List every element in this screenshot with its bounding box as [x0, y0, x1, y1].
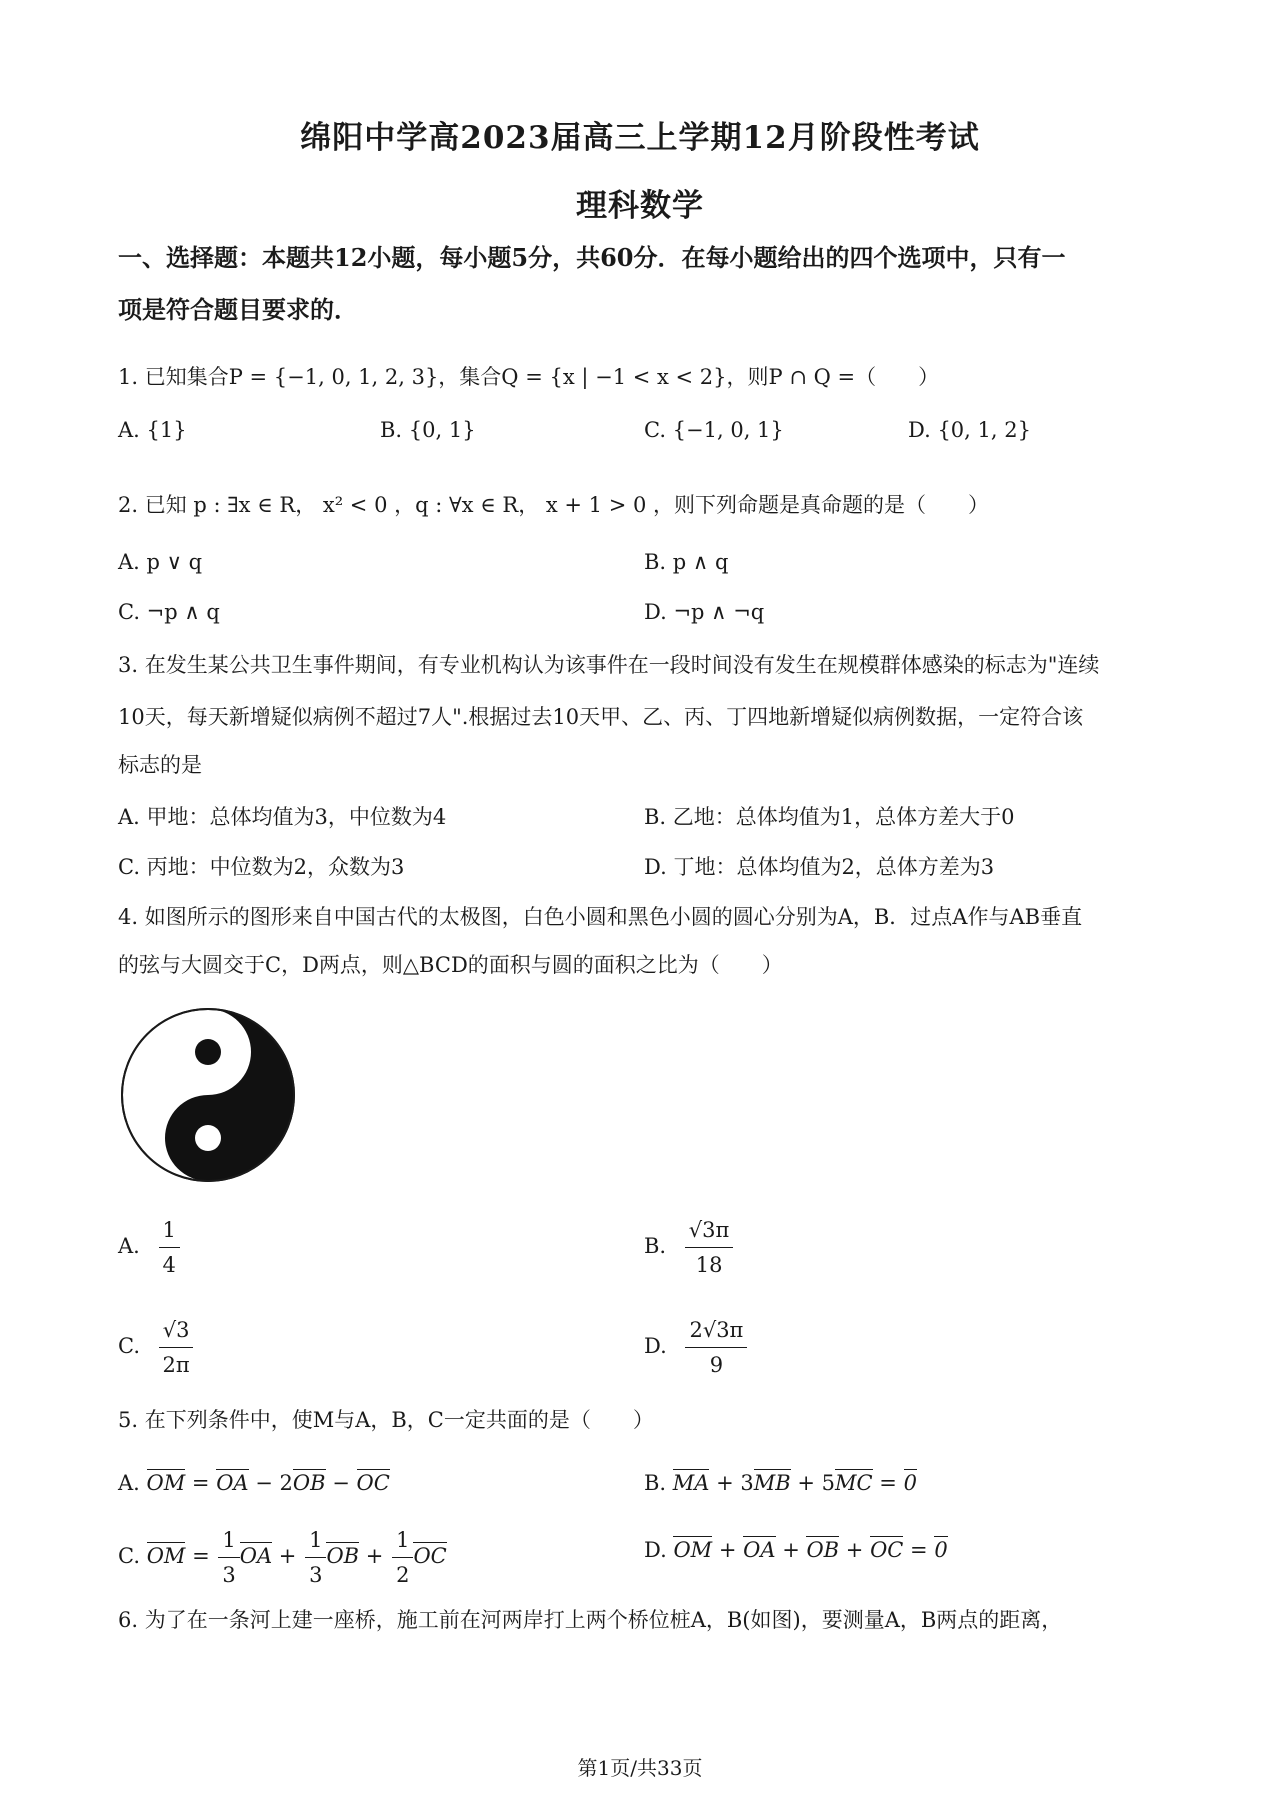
section-heading-line2: 项是符合题目要求的．	[118, 295, 358, 324]
q6-stem-line1: 6. 为了在一条河上建一座桥，施工前在河两岸打上两个桥位桩A，B(如图)，要测量A，B两点的距离，	[118, 1608, 1063, 1632]
q4-stem-line2: 的弦与大圆交于C，D两点，则△BCD的面积与圆的面积之比为（ ）	[118, 953, 783, 977]
q4-option-b: B. $\frac{√3\pi}{18}$	[644, 1215, 733, 1280]
q3-stem-line2: 10天，每天新增疑似病例不超过7人".根据过去10天甲、乙、丙、丁四地新增疑似病例数据，一定符合该	[118, 705, 1084, 729]
q4-option-d-fraction: $\frac{2√3\pi}{9}$	[685, 1315, 747, 1380]
q3-option-d: D. 丁地：总体均值为2，总体方差为3	[644, 855, 995, 879]
q5-option-c: C. OM = $\frac{1}{3}$ OA + $\frac{1}{3}$ OB + $\frac{1}{2}$ OC	[118, 1525, 447, 1590]
q3-stem-line3: 标志的是	[118, 753, 202, 777]
q2-option-b: B. p ∧ q	[644, 550, 729, 574]
q5-option-d: D. OM + OA + OB + OC = 0	[644, 1538, 948, 1562]
q3-option-c: C. 丙地：中位数为2，众数为3	[118, 855, 405, 879]
q4-option-d: D. $\frac{2√3\pi}{9}$	[644, 1315, 747, 1380]
q2-option-a: A. p ∨ q	[118, 550, 203, 574]
q5-stem: 5. 在下列条件中，使M与A，B，C一定共面的是（ ）	[118, 1408, 654, 1432]
q3-stem-line1: 3. 在发生某公共卫生事件期间，有专业机构认为该事件在一段时间没有发生在规模群体感染的标志为"连续	[118, 653, 1100, 677]
q4-option-c-fraction: $\frac{√3}{2\pi}$	[159, 1315, 194, 1380]
q4-stem-line1: 4. 如图所示的图形来自中国古代的太极图，白色小圆和黑色小圆的圆心分别为A，B．过点A作与AB垂直	[118, 905, 1083, 929]
q4-option-c: C. $\frac{√3}{2\pi}$	[118, 1315, 193, 1380]
section-heading-line1: 一、选择题：本题共12小题，每小题5分，共60分．在每小题给出的四个选项中，只有一	[118, 243, 1066, 272]
q3-option-b: B. 乙地：总体均值为1，总体方差大于0	[644, 805, 1015, 829]
q2-option-c: C. ¬p ∧ q	[118, 600, 220, 624]
q1-option-b: B. {0, 1}	[380, 418, 476, 442]
exam-subtitle: 理科数学	[576, 188, 704, 224]
q1-option-d: D. {0, 1, 2}	[908, 418, 1031, 442]
page-footer: 第1页/共33页	[577, 1756, 703, 1780]
q1-option-c: C. {−1, 0, 1}	[644, 418, 784, 442]
q4-option-b-fraction: $\frac{√3\pi}{18}$	[685, 1215, 734, 1280]
q1-option-a: A. {1}	[118, 418, 187, 442]
q2-option-d: D. ¬p ∧ ¬q	[644, 600, 765, 624]
taiji-diagram	[118, 1005, 298, 1185]
q2-stem: 2. 已知 p : ∃x ∈ R， x² < 0 ，q : ∀x ∈ R， x + 1 > 0 ，则下列命题是真命题的是（ ）	[118, 493, 990, 517]
q5-option-a: A. OM = OA − 2OB − OC	[118, 1471, 390, 1495]
q5-option-b: B. MA + 3MB + 5MC = 0	[644, 1471, 917, 1495]
q1-stem: 1. 已知集合P = {−1, 0, 1, 2, 3}，集合Q = {x | −1 < x < 2}，则P ∩ Q =（ ）	[118, 365, 940, 389]
q4-option-a-fraction: $\frac{1}{4}$	[159, 1215, 180, 1280]
q4-option-a: A. $\frac{1}{4}$	[118, 1215, 180, 1280]
q3-option-a: A. 甲地：总体均值为3，中位数为4	[118, 805, 447, 829]
exam-title: 绵阳中学高2023届高三上学期12月阶段性考试	[300, 120, 980, 156]
